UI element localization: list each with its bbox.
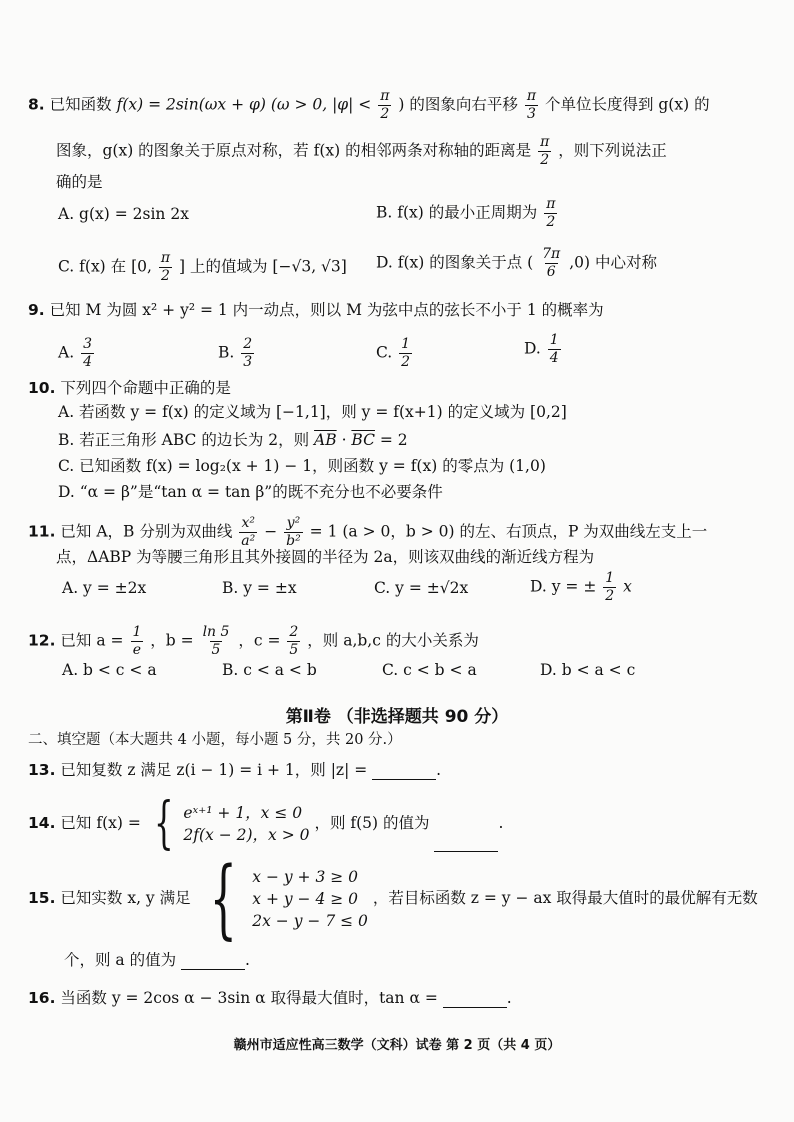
q8-text-post: 个单位长度得到 g(x) 的 <box>544 95 710 114</box>
q11-line1: 11. 已知 A，B 分别为双曲线 $\frac{\text{x²}}{\text{a²}}$ − $\frac{\text{y²}}{\text{b²}}$ = 1 (a > 0，b > 0) 的左、右顶点，P 为双曲线左支上一 <box>28 515 708 549</box>
q8-frac3: $\frac{\pi}{2}$ <box>540 134 550 168</box>
fill-in-section-header: 二、填空题（本大题共 4 小题，每小题 5 分，共 20 分.） <box>28 732 402 748</box>
q9-number: 9. <box>28 301 45 319</box>
q16-line: 16. 当函数 y = 2cos α − 3sin α 取得最大值时，tan α = . <box>28 989 512 1007</box>
q9-line1: 9. 已知 M 为圆 x² + y² = 1 内一动点，则以 M 为弦中点的弦长不小于 1 的概率为 <box>28 301 604 319</box>
q8-frac1: $\frac{\pi}{2}$ <box>380 88 390 122</box>
q15-line2: 个，则 a 的值为 . <box>64 951 250 969</box>
q12-option-a: A. b < c < a <box>62 661 157 679</box>
q15-answer-blank <box>181 953 245 970</box>
q12-option-d: D. b < a < c <box>540 661 636 679</box>
q9-option-d: D. $\frac{1}{4}$ <box>524 332 559 366</box>
q11-number: 11. <box>28 522 56 541</box>
q8-line2: 图象，g(x) 的图象关于原点对称，若 f(x) 的相邻两条对称轴的距离是 $\frac{\pi}{2}$ ，则下列说法正 <box>56 134 667 168</box>
q13-answer-blank <box>372 763 436 780</box>
q10-option-d: D. “α = β”是“tan α = tan β”的既不充分也不必要条件 <box>58 483 443 501</box>
q8-text: 已知函数 <box>49 95 112 114</box>
q16-number: 16. <box>28 989 56 1007</box>
q11-line2: 点，ΔABP 为等腰三角形且其外接圆的半径为 2a，则该双曲线的渐近线方程为 <box>56 548 595 566</box>
q10-option-b: B. 若正三角形 ABC 的边长为 2，则 $\overline{AB} \cdot \overline{BC} = 2$ <box>58 431 408 449</box>
q10-number: 10. <box>28 379 56 397</box>
q9-option-c: C. $\frac{1}{2}$ <box>376 336 411 370</box>
q8-option-d: D. f(x) 的图象关于点 ( $\frac{7\pi}{6}$ ,0) 中心对称 <box>376 246 657 280</box>
q8-line1 <box>28 88 710 123</box>
q8-number: 8. <box>28 95 45 114</box>
q16-answer-blank <box>443 991 507 1008</box>
page-footer: 赣州市适应性高三数学（文科）试卷 第 2 页（共 4 页） <box>233 1038 561 1053</box>
q15-constraints: { x − y + 3 ≥ 0 x + y − 4 ≥ 0 2x − y − 7 ≤ 0 <box>209 849 368 949</box>
q11-option-d: D. y = ± $\frac{1}{2}$ x <box>530 570 632 604</box>
q15-number: 15. <box>28 889 56 907</box>
q11-option-a: A. y = ±2x <box>62 579 147 597</box>
q9-option-b: B. $\frac{2}{3}$ <box>218 336 253 370</box>
q14-piecewise: { eˣ⁺¹ + 1，x ≤ 0 2f(x − 2)，x > 0 <box>153 791 310 856</box>
q8-option-a: A. g(x) = 2sin 2x <box>58 205 189 223</box>
q12-option-c: C. c < b < a <box>382 661 477 679</box>
q14-number: 14. <box>28 814 56 832</box>
q8-formula: f(x) = 2sin(ωx + φ) (ω > 0, |φ| < <box>116 95 372 114</box>
q8-frac2: $\frac{\pi}{3}$ <box>526 88 537 122</box>
q12-line1: 12. 已知 a = $\frac{1}{e}$ ，b = $\frac{\ln 5}{5}$ ，c = $\frac{2}{5}$ ，则 a,b,c 的大小关系为 <box>28 624 479 658</box>
q8-option-c: C. f(x) 在 [0, $\frac{\pi}{2}$ ] 上的值域为 [−√3, √3] <box>58 250 347 284</box>
q11-option-b: B. y = ±x <box>222 579 297 597</box>
q15-line1: 15. 已知实数 x, y 满足 { x − y + 3 ≥ 0 x + y − 4 ≥ 0 2x − y − 7 ≤ 0 ，若目标函数 z = y − ax 取得最大值时的最优解有无数 <box>28 849 758 949</box>
q8-option-b: B. f(x) 的最小正周期为 $\frac{\pi}{2}$ <box>376 196 556 230</box>
q8-line3: 确的是 <box>56 173 103 191</box>
q10-line1: 10. 下列四个命题中正确的是 <box>28 379 231 397</box>
q10-option-c: C. 已知函数 f(x) = log₂(x + 1) − 1，则函数 y = f(x) 的零点为 (1,0) <box>58 457 546 475</box>
q14-answer-blank <box>434 835 498 852</box>
q9-option-a: A. $\frac{3}{4}$ <box>58 336 92 370</box>
q8-text-mid: ) 的图象向右平移 <box>398 95 518 114</box>
q12-option-b: B. c < a < b <box>222 661 317 679</box>
q14-line: 14. 已知 f(x) = { eˣ⁺¹ + 1，x ≤ 0 2f(x − 2)，x > 0 ，则 f(5) 的值为 . <box>28 791 504 856</box>
q12-number: 12. <box>28 631 56 650</box>
q13-line: 13. 已知复数 z 满足 z(i − 1) = i + 1，则 |z| = . <box>28 761 442 779</box>
q11-option-c: C. y = ±√2x <box>374 579 469 597</box>
part2-title: 第Ⅱ卷 （非选择题共 90 分） <box>285 707 509 727</box>
q10-option-a: A. 若函数 y = f(x) 的定义域为 [−1,1]，则 y = f(x+1) 的定义域为 [0,2] <box>58 403 567 421</box>
q13-number: 13. <box>28 761 56 779</box>
